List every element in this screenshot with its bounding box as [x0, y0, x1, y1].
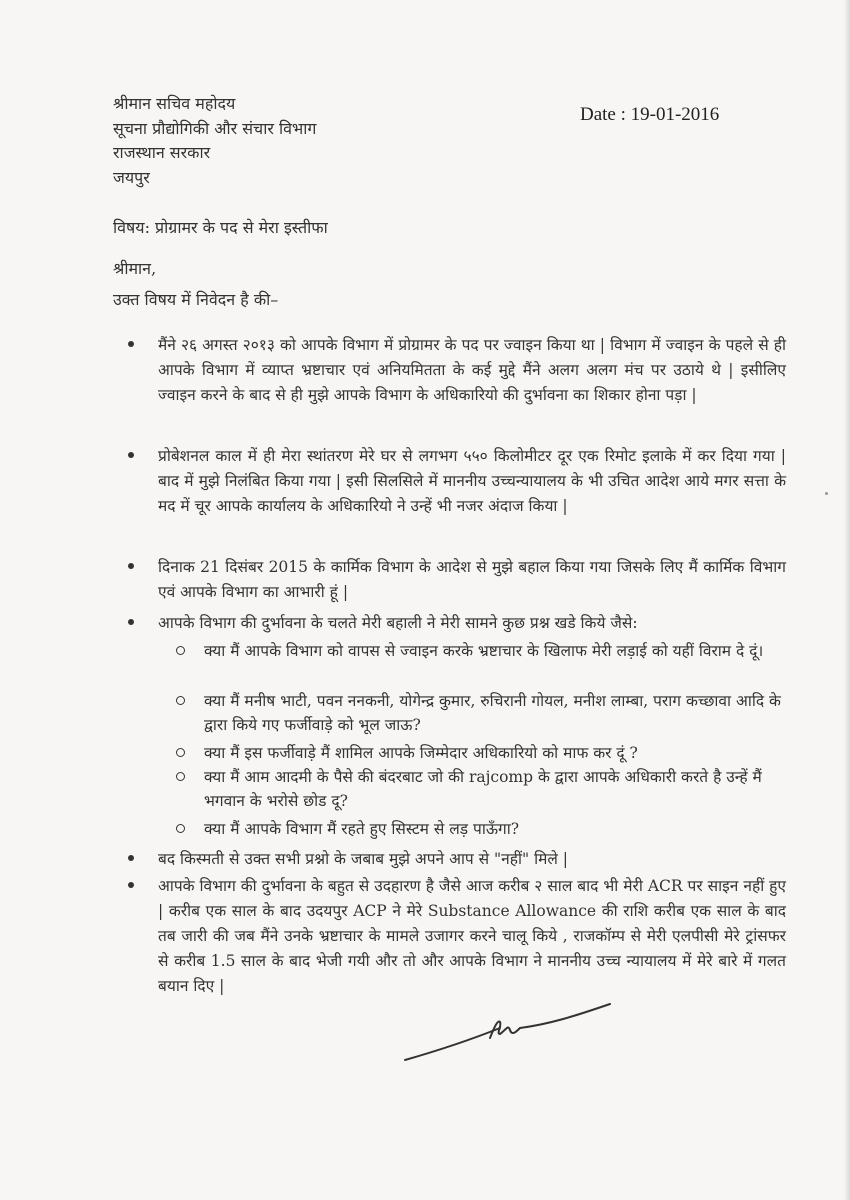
bullet-icon	[128, 563, 134, 569]
salutation: श्रीमान,	[113, 259, 157, 278]
circle-bullet-icon	[176, 696, 185, 705]
recipient-line: जयपुर	[113, 167, 150, 187]
bullet-icon	[128, 882, 134, 888]
circle-bullet-icon	[176, 646, 185, 655]
circle-bullet-icon	[176, 748, 185, 757]
question-text: क्या मैं आम आदमी के पैसे की बंदरबाट जो की rajcomp के द्वारा आपके अधिकारी करते है उन्हें मैं भगवान के भरोसे छोड दू?	[204, 768, 762, 810]
question-text: क्या मैं इस फर्जीवाड़े मैं शामिल आपके जिम्मेदार अधिकारियो को माफ कर दूं ?	[204, 744, 638, 762]
intro-line: उक्त विषय में निवेदन है की–	[113, 290, 279, 309]
bullet-icon	[128, 855, 134, 861]
point-text: आपके विभाग की दुर्भावना के बहुत से उदहारण है जैसे आज करीब २ साल बाद भी मेरी ACR पर साइन नहीं हुए | करीब एक साल के बाद उदयपुर ACP ने मेरे Substance Allowance की राशि करीब एक साल के बाद तब जारी की जब मैंने उनके भ्रष्टाचार के मामले उजागर करने चालू किये , राजकॉम्प से मेरी एलपीसी मेरे ट्रांसफर से करीब 1.5 साल के बाद भेजी गयी और तो और आपके विभाग ने माननीय उच्च न्यायालय में मेरे बारे में गलत बयान दिए |	[158, 877, 786, 995]
question-text: क्या मैं मनीष भाटी, पवन ननकनी, योगेन्द्र कुमार, रुचिरानी गोयल, मनीश लाम्बा, पराग कच्छावा आदि के द्वारा किये गए फर्जीवाड़े को भूल जाऊ?	[204, 692, 781, 734]
point-text: बद किस्मती से उक्त सभी प्रश्नो के जबाब मुझे अपने आप से "नहीं" मिले |	[158, 850, 569, 868]
bullet-icon	[128, 341, 134, 347]
signature	[400, 1000, 640, 1070]
circle-bullet-icon	[176, 824, 185, 833]
circle-bullet-icon	[176, 772, 185, 781]
recipient-line: राजस्थान सरकार	[113, 143, 211, 162]
point-text: दिनाक 21 दिसंबर 2015 के कार्मिक विभाग के आदेश से मुझे बहाल किया गया जिसके लिए मैं कार्मिक विभाग एवं आपके विभाग का आभारी हूं |	[158, 558, 786, 601]
letter-date: Date : 19-01-2016	[580, 104, 720, 125]
recipient-line: श्रीमान सचिव महोदय	[113, 94, 236, 113]
point-text: प्रोबेशनल काल में ही मेरा स्थांतरण मेरे घर से लगभग ५५० किलोमीटर दूर एक रिमोट इलाके में कर दिया गया | बाद में मुझे निलंबित किया गया | इसी सिलसिले में माननीय उच्चन्यायालय के भी उचित आदेश आये मगर सत्ता के मद में चूर आपके कार्यालय के अधिकारियो ने उन्हें भी नजर अंदाज किया |	[158, 447, 786, 515]
question-text: क्या मैं आपके विभाग मैं रहते हुए सिस्टम से लड़ पाऊँगा?	[204, 820, 520, 838]
letter-subject: विषय: प्रोग्रामर के पद से मेरा इस्तीफा	[113, 218, 328, 237]
recipient-line: सूचना प्रौद्योगिकी और संचार विभाग	[113, 118, 317, 138]
question-text: क्या मैं आपके विभाग को वापस से ज्वाइन करके भ्रष्टाचार के खिलाफ मेरी लड़ाई को यहीं विराम दे दूं।	[204, 642, 764, 660]
point-text: आपके विभाग की दुर्भावना के चलते मेरी बहाली ने मेरी सामने कुछ प्रश्न खडे किये जैसे:	[158, 614, 638, 632]
scan-speck	[825, 492, 828, 495]
point-text: मैंने २६ अगस्त २०१३ को आपके विभाग में प्रोग्रामर के पद पर ज्वाइन किया था | विभाग में ज्वाइन के पहले से ही आपके विभाग में व्याप्त भ्रष्टाचार एवं अनियमितता के कई मुद्दे मैंने अलग अलग मंच पर उठाये थे | इसीलिए ज्वाइन करने के बाद से ही मुझे आपके विभाग के अधिकारियो की दुर्भावना का शिकार होना पड़ा |	[158, 336, 786, 404]
page-edge-shadow	[844, 0, 850, 1200]
bullet-icon	[128, 619, 134, 625]
bullet-icon	[128, 452, 134, 458]
recipient-address	[113, 92, 316, 190]
